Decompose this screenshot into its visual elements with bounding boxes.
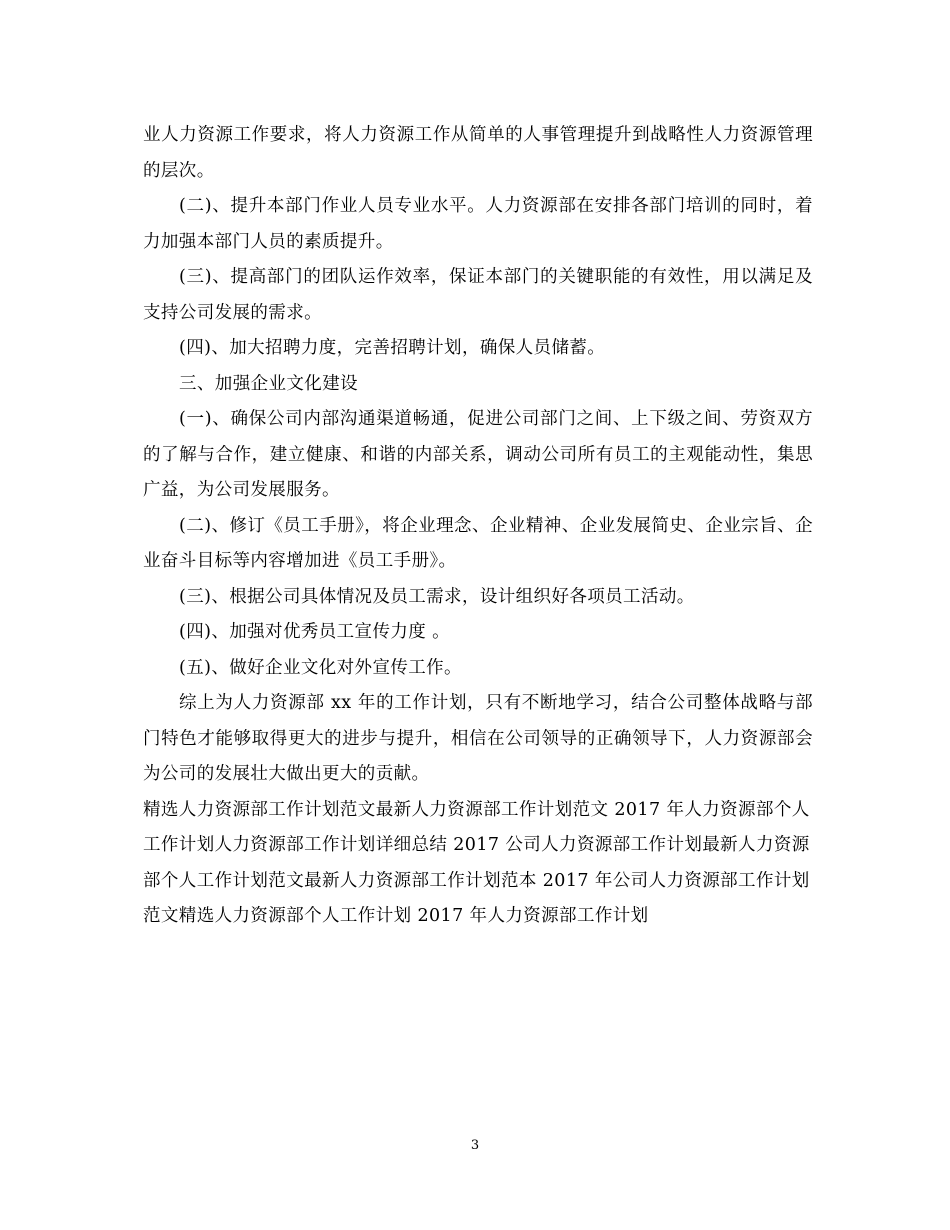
paragraph-8: (三)、根据公司具体情况及员工需求，设计组织好各项员工活动。 [179,586,695,607]
paragraph-10: (五)、做好企业文化对外宣传工作。 [179,657,462,678]
document-body [143,118,813,935]
paragraph-1: 业人力资源工作要求，将人力资源工作从简单的人事管理提升到战略性人力资源管理的层次。 [143,125,813,181]
paragraph-7: (二)、修订《员工手册》，将企业理念、企业精神、企业发展简史、企业宗旨、企业奋斗目标等内容增加进《员工手册》。 [143,515,813,571]
paragraph-2: (二)、提升本部门作业人员专业水平。人力资源部在安排各部门培训的同时，着力加强本部门人员的素质提升。 [143,196,813,252]
paragraph-9: (四)、加强对优秀员工宣传力度 。 [179,622,451,642]
paragraph-4: (四)、加大招聘力度，完善招聘计划，确保人员储蓄。 [179,338,606,358]
page-number: 3 [470,1138,480,1153]
summary-paragraph: 综上为人力资源部 xx 年的工作计划，只有不断地学习，结合公司整体战略与部门特色才能够取得更大的进步与提升，相信在公司领导的正确领导下，人力资源部会为公司的发展壮大做出更大的贡献。 [143,693,813,784]
paragraph-6: (一)、确保公司内部沟通渠道畅通，促进公司部门之间、上下级之间、劳资双方的了解与合作，建立健康、和谐的内部关系，调动公司所有员工的主观能动性，集思广益，为公司发展服务。 [143,409,813,500]
section-heading: 三、加强企业文化建设 [179,373,358,394]
paragraph-3: (三)、提高部门的团队运作效率，保证本部门的关键职能的有效性，用以满足及支持公司发展的需求。 [143,267,813,323]
related-articles-text: 精选人力资源部工作计划范文最新人力资源部工作计划范文 2017 年人力资源部个人工作计划人力资源部工作计划详细总结 2017 公司人力资源部工作计划最新人力资源部个人工作计划范文最新人力资源部工作计划范本 2017 年公司人力资源部工作计划范文精选人力资源部个人工作计划 2017 年人力资源部工作计划 [143,799,810,926]
